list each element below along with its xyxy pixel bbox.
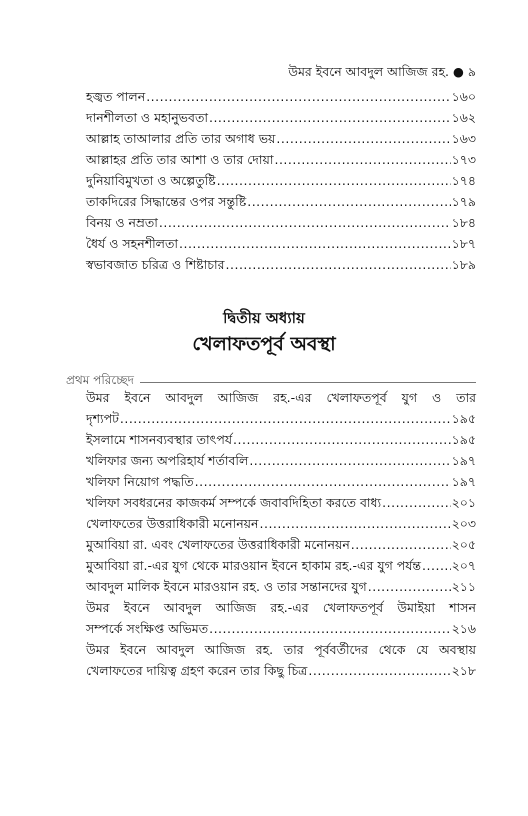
- dot-leader: [120, 408, 451, 429]
- toc-entry[interactable]: [86, 149, 476, 170]
- toc-entry-title: খলিফা সবধরনের কাজকর্ম সম্পর্কে জবাবদিহিতা করতে বাধ্য: [86, 495, 382, 510]
- dot-leader: [308, 660, 450, 681]
- toc-entry[interactable]: [86, 86, 476, 107]
- toc-entry-title-line1: উমর ইবনে আবদুল আজিজ রহ.-এর খেলাফতপূর্ব যুগ ও তার: [86, 390, 476, 405]
- toc-entry-page: ১৯৫: [451, 432, 476, 447]
- dot-leader: [422, 555, 451, 576]
- toc-entry-title: ইসলামে শাসনব্যবস্থার তাৎপর্য: [86, 432, 233, 447]
- toc-entry-title: খেলাফতের দায়িত্ব গ্রহণ করেন তার কিছু চিত্র: [86, 663, 308, 678]
- dot-leader: [195, 471, 451, 492]
- toc-entry-page: ১৭৪: [451, 173, 476, 188]
- toc-entry[interactable]: [86, 128, 476, 149]
- toc-entry[interactable]: [86, 191, 476, 212]
- dot-leader: [233, 429, 451, 450]
- toc-entry-title: আল্লাহ তাআলার প্রতি তার অগাধ ভয়: [86, 131, 276, 146]
- toc-entry-page: ১৭৯: [451, 194, 476, 209]
- dot-leader: [159, 212, 451, 233]
- toc-entry[interactable]: [86, 492, 476, 513]
- toc-entry-page: ১৬৩: [451, 131, 476, 146]
- toc-entry-title-line1: উমর ইবনে আবদুল আজিজ রহ. তার পূর্ববর্তীদের থেকে যে অবস্থায়: [86, 642, 476, 657]
- dot-leader: [368, 576, 451, 597]
- toc-entry-page: ২০৭: [451, 558, 476, 573]
- toc-entry-title: দৃশ্যপট: [86, 411, 119, 426]
- dot-leader: [249, 450, 450, 471]
- toc-entry-page: ২১১: [451, 579, 476, 594]
- toc-entry-title: খলিফা নিয়োগ পদ্ধতি: [86, 474, 194, 489]
- chapter-number: দ্বিতীয় অধ্যায়: [223, 309, 305, 327]
- toc-entry-title: সম্পর্কে সংক্ষিপ্ত অভিমত: [86, 621, 209, 636]
- toc-entry-title: আবদুল মালিক ইবনে মারওয়ান রহ. ও তার সন্তানদের যুগ: [86, 579, 367, 594]
- toc-entry[interactable]: [86, 639, 476, 681]
- toc-entry-title: খলিফার জন্য অপরিহার্য শর্তাবলি: [86, 453, 249, 468]
- toc-entry[interactable]: [86, 170, 476, 191]
- toc-entry[interactable]: [86, 450, 476, 471]
- dot-leader: [276, 128, 450, 149]
- toc-entry-page: ২১৮: [451, 663, 476, 678]
- dot-leader: [226, 254, 451, 275]
- toc-entry[interactable]: [86, 471, 476, 492]
- toc-entry-page: ২০৫: [451, 537, 476, 552]
- toc-entry-title: তাকদিরের সিদ্ধান্তের ওপর সন্তুষ্টি: [86, 194, 247, 209]
- bullet-icon: ●: [452, 64, 464, 79]
- dot-leader: [351, 534, 451, 555]
- toc-entry[interactable]: [86, 254, 476, 275]
- toc-entry-title: খেলাফতের উত্তরাধিকারী মনোনয়ন: [86, 516, 259, 531]
- toc-bottom: [86, 387, 476, 681]
- dot-leader: [209, 618, 451, 639]
- toc-entry-page: ২১৬: [451, 621, 476, 636]
- header-title: উমর ইবনে আবদুল আজিজ রহ.: [288, 64, 449, 79]
- toc-top: [86, 86, 476, 275]
- toc-entry-title: মুআবিয়া রা. এবং খেলাফতের উত্তরাধিকারী মনোনয়ন: [86, 537, 350, 552]
- toc-entry-page: ২০৩: [451, 516, 476, 531]
- toc-entry-page: ২০১: [451, 495, 476, 510]
- toc-entry-title: দানশীলতা ও মহানুভবতা: [86, 110, 208, 125]
- dot-leader: [179, 233, 451, 254]
- toc-entry-title-line1: উমর ইবনে আবদুল আজিজ রহ.-এর খেলাফতপূর্ব উমাইয়া শাসন: [86, 600, 476, 615]
- toc-entry-page: ১৬০: [451, 89, 476, 104]
- toc-entry-page: ১৬২: [451, 110, 476, 125]
- section-label: প্রথম পরিচ্ছেদ: [66, 373, 134, 387]
- toc-entry-title: হজ্বত পালন: [86, 89, 146, 104]
- toc-entry[interactable]: [86, 597, 476, 639]
- dot-leader: [146, 86, 450, 107]
- toc-entry-title: স্বভাবজাত চরিত্র ও শিষ্টাচার: [86, 257, 225, 272]
- dot-leader: [382, 492, 450, 513]
- running-header: [288, 64, 476, 84]
- toc-entry-title: আল্লাহর প্রতি তার আশা ও তার দোয়া: [86, 152, 274, 167]
- dot-leader: [247, 191, 450, 212]
- toc-entry-page: ১৮৪: [451, 215, 476, 230]
- toc-entry-page: ১৭৩: [451, 152, 476, 167]
- toc-entry-title: ধৈর্য ও সহনশীলতা: [86, 236, 178, 251]
- dot-leader: [260, 513, 451, 534]
- toc-entry[interactable]: [86, 534, 476, 555]
- dot-leader: [274, 149, 450, 170]
- toc-entry[interactable]: [86, 429, 476, 450]
- section-rule: [140, 382, 476, 383]
- toc-entry[interactable]: [86, 233, 476, 254]
- toc-entry-title: দুনিয়াবিমুখতা ও অল্পেতুষ্টি: [86, 173, 216, 188]
- header-page-number: ৯: [467, 64, 476, 79]
- toc-entry-title: বিনয় ও নম্রতা: [86, 215, 158, 230]
- chapter-title: খেলাফতপূর্ব অবস্থা: [192, 333, 336, 355]
- toc-entry[interactable]: [86, 576, 476, 597]
- dot-leader: [217, 170, 451, 191]
- toc-entry-page: ১৮৯: [451, 257, 476, 272]
- toc-entry[interactable]: [86, 513, 476, 534]
- toc-entry-page: ১৮৭: [451, 236, 476, 251]
- toc-entry[interactable]: [86, 387, 476, 429]
- toc-entry[interactable]: [86, 555, 476, 576]
- toc-entry-page: ১৯৫: [451, 411, 476, 426]
- toc-entry-title: মুআবিয়া রা.-এর যুগ থেকে মারওয়ান ইবনে হাকাম রহ.-এর যুগ পর্যন্ত: [86, 558, 422, 573]
- dot-leader: [209, 107, 451, 128]
- toc-entry[interactable]: [86, 107, 476, 128]
- toc-entry-page: ১৯৭: [451, 474, 476, 489]
- toc-entry-page: ১৯৭: [451, 453, 476, 468]
- toc-entry[interactable]: [86, 212, 476, 233]
